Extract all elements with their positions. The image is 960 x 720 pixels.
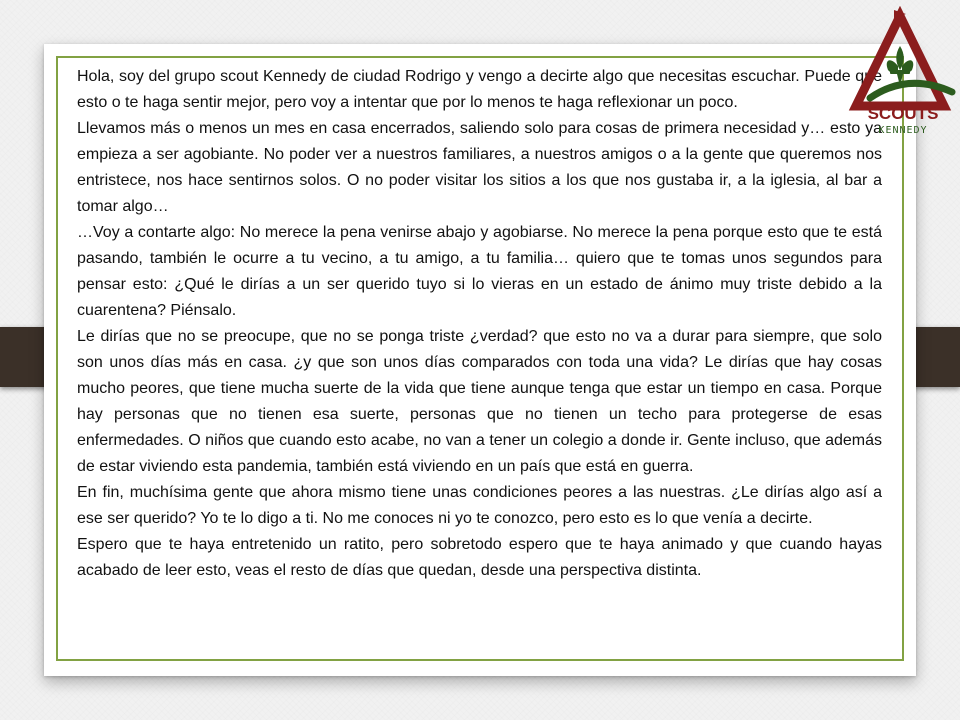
letter-paragraph: Llevamos más o menos un mes en casa encerrados, saliendo solo para cosas de primera necesidad y… esto ya empieza a ser agobiante. No poder ver a nuestros familiares, a nuestros amigos o a la gente que queremos nos entristece, nos hace sentirnos solos. O no poder visitar los sitios a los que nos gustaba ir, a la iglesia, al bar a tomar algo…	[77, 120, 882, 215]
letter-paragraph: Le dirías que no se preocupe, que no se ponga triste ¿verdad? que esto no va a durar para siempre, que solo son unos días más en casa. ¿y que son unos días comparados con toda una vida? Le dirías que hay cosas mucho peores, que tiene mucha suerte de la vida que tiene aunque tenga que estar un tiempo en casa. Porque hay personas que no tienen esa suerte, personas que no tienen un techo para protegerse de esas enfermedades. O niños que cuando esto acabe, no van a tener un colegio a donde ir. Gente incluso, que además de estar viviendo esta pandemia, también está viviendo en un país que está en guerra.	[77, 328, 882, 475]
letter-paragraph: En fin, muchísima gente que ahora mismo tiene unas condiciones peores a las nuestras. ¿Le dirías algo así a ese ser querido? Yo te lo digo a ti. No me conoces ni yo te conozco, pero esto es lo que venía a decirte.	[77, 484, 882, 527]
logo-title: SCOUTS	[867, 104, 939, 123]
letter-paragraph: Espero que te haya entretenido un ratito, pero sobretodo espero que te haya animado y que cuando hayas acabado de leer esto, veas el resto de días que quedan, desde una perspectiva distinta.	[77, 536, 882, 579]
logo-subtitle: KENNEDY	[878, 125, 928, 136]
scouts-kennedy-logo	[848, 6, 958, 136]
letter-paragraph: Hola, soy del grupo scout Kennedy de ciudad Rodrigo y vengo a decirte algo que necesitas escuchar. Puede que esto o te haga sentir mejor, pero voy a intentar que por lo menos te haga reflexionar un poco.	[77, 68, 882, 111]
letter-paragraph: …Voy a contarte algo: No merece la pena venirse abajo y agobiarse. No merece la pena porque esto que te está pasando, también le ocurre a tu vecino, a tu amigo, a tu familia… quiero que te tomas unos segundos para pensar esto: ¿Qué le dirías a un ser querido tuyo si lo vieras en un estado de ánimo muy triste debido a la cuarentena? Piénsalo.	[77, 224, 882, 319]
letter-body	[77, 64, 882, 584]
fleur-de-lis-icon	[887, 46, 914, 82]
